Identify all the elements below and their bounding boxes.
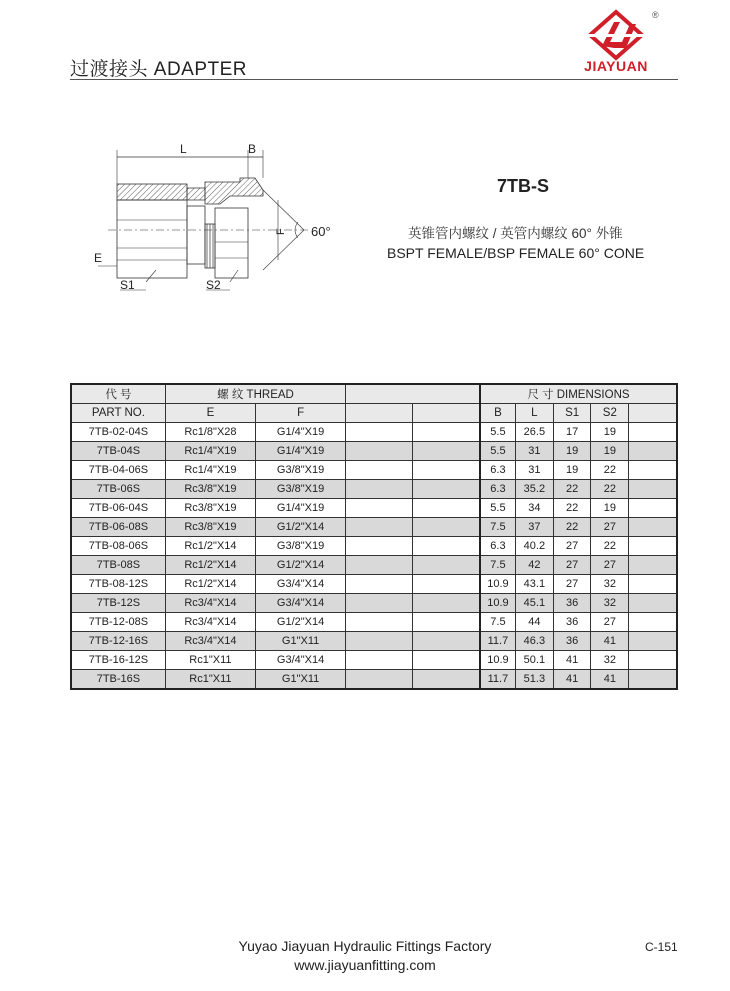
cell-f: G1"X11 [256,670,346,690]
cell-s2: 32 [591,651,629,670]
cell-f: G3/4"X14 [256,651,346,670]
cell-e: Rc1"X11 [165,670,255,690]
cell-l: 37 [516,518,554,537]
cell-s2: 41 [591,670,629,690]
cell-blank [346,442,413,461]
cell-l: 46.3 [516,632,554,651]
cell-f: G3/4"X14 [256,575,346,594]
header-S1: S1 [553,404,591,423]
dim-label-F: F [275,228,287,235]
cell-e: Rc3/8"X19 [165,518,255,537]
cell-blank [346,632,413,651]
table-row [71,575,677,594]
cell-s2: 32 [591,594,629,613]
cell-blank [346,613,413,632]
model-number: 7TB-S [497,176,550,196]
cell-blank [413,594,480,613]
cell-s1: 36 [553,632,591,651]
header-dimensions: 尺 寸 DIMENSIONS [480,384,677,404]
cell-blank [413,442,480,461]
cell-blank [346,480,413,499]
cell-s2: 22 [591,537,629,556]
cell-e: Rc1"X11 [165,651,255,670]
cell-blank [346,556,413,575]
table-row [71,670,677,690]
table-row [71,499,677,518]
cell-e: Rc3/4"X14 [165,594,255,613]
cell-s2: 19 [591,499,629,518]
cell-blank [413,423,480,442]
cell-part: 7TB-08-12S [71,575,165,594]
table-row [71,423,677,442]
cell-s1: 22 [553,499,591,518]
cell-s2: 19 [591,423,629,442]
header-blank [346,384,480,404]
cell-part: 7TB-12-08S [71,613,165,632]
header-part-no: PART NO. [71,404,165,423]
cell-e: Rc3/4"X14 [165,613,255,632]
cell-s2: 22 [591,461,629,480]
header-E: E [165,404,255,423]
cell-b: 5.5 [480,499,516,518]
dim-label-L: L [180,142,187,156]
cell-blank [413,651,480,670]
header-blank-3 [629,404,677,423]
table-row [71,613,677,632]
cell-e: Rc3/8"X19 [165,480,255,499]
cell-s1: 22 [553,480,591,499]
cell-blank [346,423,413,442]
cell-b: 11.7 [480,670,516,690]
cell-blank [413,537,480,556]
cell-blank [629,499,677,518]
cell-b: 6.3 [480,461,516,480]
dim-label-E: E [94,251,103,265]
cell-f: G3/8"X19 [256,480,346,499]
table-row [71,480,677,499]
angle-label: 60° [311,224,331,239]
cell-s1: 27 [553,556,591,575]
cell-e: Rc3/8"X19 [165,499,255,518]
cell-blank [346,537,413,556]
header-F: F [256,404,346,423]
cell-blank [413,613,480,632]
cell-f: G1"X11 [256,632,346,651]
cell-blank [346,594,413,613]
cell-b: 5.5 [480,423,516,442]
cell-blank [629,537,677,556]
header-divider [70,79,678,80]
table-row [71,461,677,480]
cell-f: G1/2"X14 [256,556,346,575]
cell-f: G1/2"X14 [256,518,346,537]
cell-b: 10.9 [480,575,516,594]
cell-b: 5.5 [480,442,516,461]
cell-b: 6.3 [480,537,516,556]
cell-s1: 27 [553,537,591,556]
cell-s1: 27 [553,575,591,594]
cell-part: 7TB-16S [71,670,165,690]
description-cn: 英锥管内螺纹 / 英管内螺纹 60° 外锥 [408,226,623,241]
cell-l: 26.5 [516,423,554,442]
table-row [71,442,677,461]
header-B: B [480,404,516,423]
brand-name: JIAYUAN [584,58,648,74]
cell-f: G3/4"X14 [256,594,346,613]
cell-s1: 17 [553,423,591,442]
cell-part: 7TB-16-12S [71,651,165,670]
cell-part: 7TB-08-06S [71,537,165,556]
cell-blank [346,518,413,537]
cell-blank [629,480,677,499]
cell-blank [629,423,677,442]
cell-e: Rc1/2"X14 [165,575,255,594]
cell-l: 34 [516,499,554,518]
cell-part: 7TB-12-16S [71,632,165,651]
cell-s1: 19 [553,461,591,480]
cell-part: 7TB-12S [71,594,165,613]
cell-f: G3/8"X19 [256,461,346,480]
cell-s2: 22 [591,480,629,499]
cell-blank [413,461,480,480]
description-en: BSPT FEMALE/BSP FEMALE 60° CONE [387,245,645,261]
header-blank-1 [346,404,413,423]
cell-l: 44 [516,613,554,632]
cell-s1: 36 [553,613,591,632]
cell-blank [346,461,413,480]
cell-blank [346,651,413,670]
cell-b: 6.3 [480,480,516,499]
cell-blank [629,556,677,575]
cell-blank [413,575,480,594]
cell-blank [346,499,413,518]
cell-l: 45.1 [516,594,554,613]
cell-blank [413,480,480,499]
cell-l: 42 [516,556,554,575]
cell-part: 7TB-04-06S [71,461,165,480]
header-code: 代 号 [71,384,165,404]
cell-s2: 32 [591,575,629,594]
cell-e: Rc1/4"X19 [165,461,255,480]
cell-e: Rc1/8"X28 [165,423,255,442]
footer-website: www.jiayuanfitting.com [294,957,436,973]
cell-blank [629,442,677,461]
cell-s2: 19 [591,442,629,461]
cell-b: 7.5 [480,518,516,537]
cell-b: 7.5 [480,613,516,632]
cell-blank [346,670,413,690]
header-blank-2 [413,404,480,423]
dim-label-S1: S1 [120,278,135,292]
table-row [71,632,677,651]
table-header-row-2 [71,404,677,423]
cell-blank [629,518,677,537]
cell-e: Rc3/4"X14 [165,632,255,651]
cell-l: 40.2 [516,537,554,556]
cell-s1: 22 [553,518,591,537]
table-row [71,518,677,537]
cell-blank [629,670,677,690]
cell-part: 7TB-06S [71,480,165,499]
cell-blank [413,556,480,575]
cell-b: 10.9 [480,651,516,670]
cell-e: Rc1/2"X14 [165,537,255,556]
cell-blank [413,670,480,690]
cell-s2: 41 [591,632,629,651]
cell-b: 7.5 [480,556,516,575]
cell-part: 7TB-06-04S [71,499,165,518]
footer-company: Yuyao Jiayuan Hydraulic Fittings Factory [238,938,492,954]
cell-blank [629,575,677,594]
cell-s2: 27 [591,556,629,575]
dim-label-S2: S2 [206,278,221,292]
fitting-drawing [80,138,350,298]
cell-l: 51.3 [516,670,554,690]
table-header-row-1 [71,384,677,404]
cell-part: 7TB-06-08S [71,518,165,537]
cell-part: 7TB-04S [71,442,165,461]
page-number: C-151 [645,940,678,954]
cell-s1: 19 [553,442,591,461]
cell-b: 11.7 [480,632,516,651]
cell-blank [413,632,480,651]
page-title: 过渡接头 ADAPTER [70,59,248,80]
cell-f: G3/8"X19 [256,537,346,556]
cell-l: 43.1 [516,575,554,594]
dim-label-B: B [248,142,257,156]
cell-part: 7TB-08S [71,556,165,575]
cell-b: 10.9 [480,594,516,613]
cell-s1: 36 [553,594,591,613]
cell-f: G1/4"X19 [256,442,346,461]
cell-blank [413,499,480,518]
cell-blank [629,632,677,651]
table-row [71,556,677,575]
cell-e: Rc1/4"X19 [165,442,255,461]
header-L: L [516,404,554,423]
cell-s1: 41 [553,670,591,690]
cell-blank [629,461,677,480]
cell-l: 31 [516,442,554,461]
header-S2: S2 [591,404,629,423]
cell-f: G1/4"X19 [256,423,346,442]
cell-s2: 27 [591,613,629,632]
cell-l: 35.2 [516,480,554,499]
cell-blank [629,594,677,613]
table-row [71,537,677,556]
cell-s1: 41 [553,651,591,670]
table-row [71,594,677,613]
cell-blank [629,651,677,670]
table-row [71,651,677,670]
header-thread: 螺 纹 THREAD [165,384,345,404]
registered-mark: ® [652,10,659,20]
cell-part: 7TB-02-04S [71,423,165,442]
cell-blank [346,575,413,594]
cell-l: 31 [516,461,554,480]
spec-table [70,383,678,690]
cell-f: G1/2"X14 [256,613,346,632]
cell-l: 50.1 [516,651,554,670]
cell-e: Rc1/2"X14 [165,556,255,575]
cell-blank [629,613,677,632]
cell-s2: 27 [591,518,629,537]
cell-f: G1/4"X19 [256,499,346,518]
cell-blank [413,518,480,537]
